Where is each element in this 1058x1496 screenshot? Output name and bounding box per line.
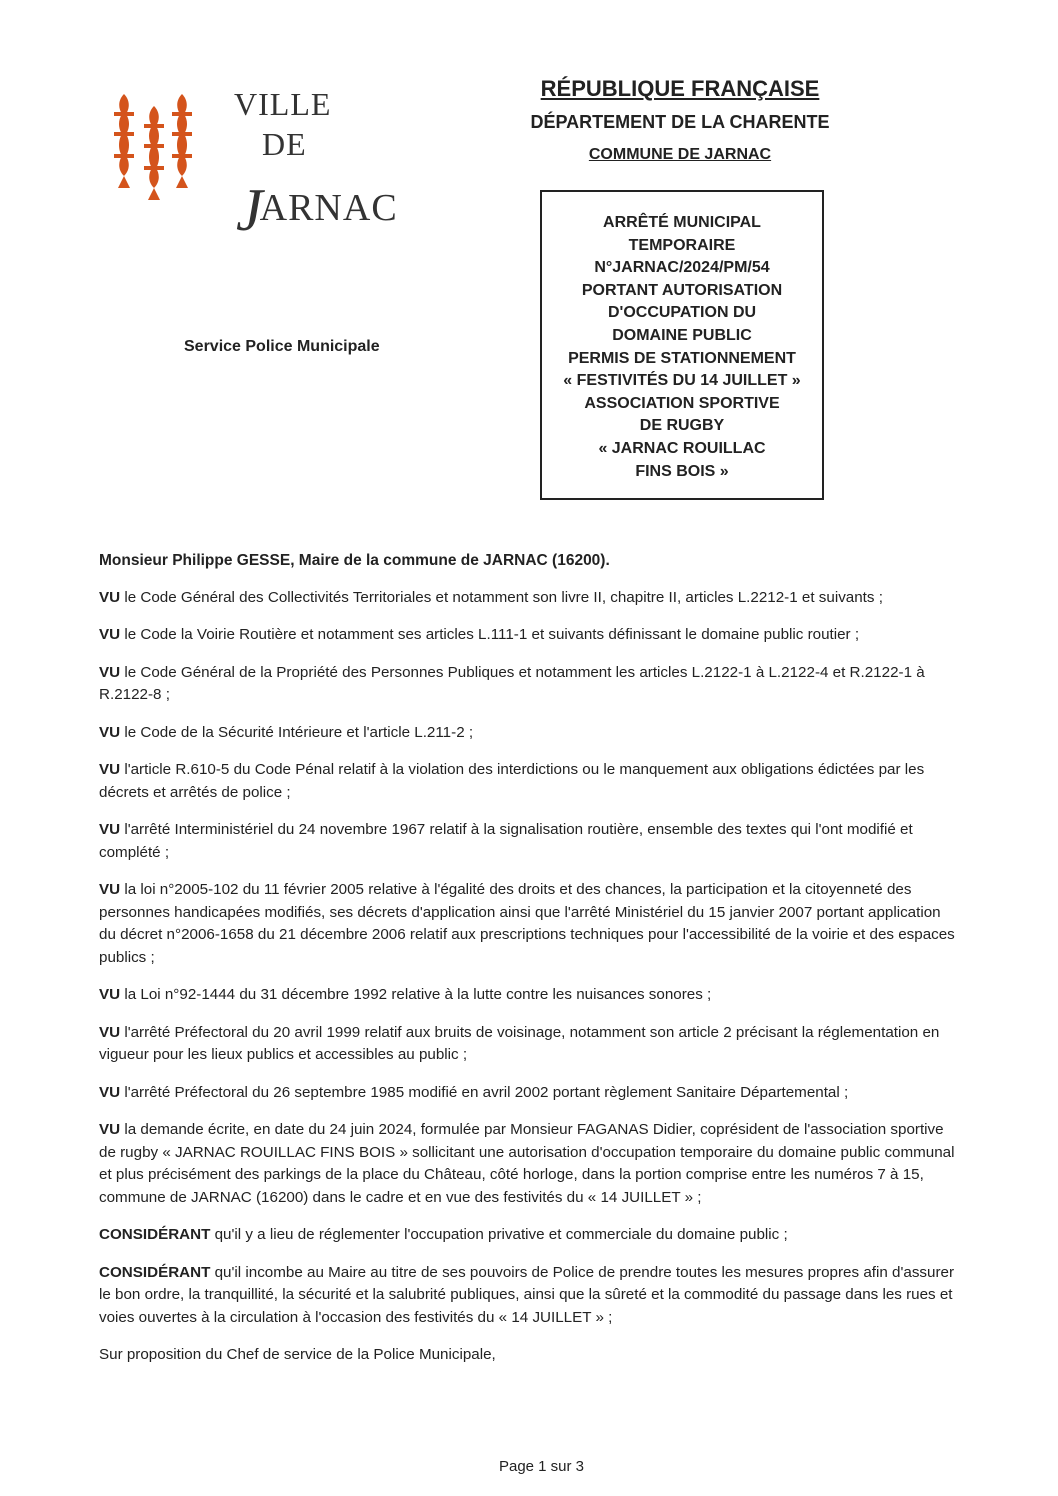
considerant-keyword: CONSIDÉRANT [99,1263,211,1281]
logo-rest-arnac: ARNAC [259,187,398,229]
visa-paragraph [99,624,955,647]
title-line: PORTANT AUTORISATION [581,281,783,299]
logo-line-de: DE [262,126,307,162]
commune-heading: COMMUNE DE JARNAC [588,146,772,163]
considerant-keyword: CONSIDÉRANT [99,1226,211,1243]
visa-text: l'article R.610-5 du Code Pénal relatif à la violation des interdictions ou le manquement aux obligations édictées par les décrets et arrêtés de police ; [99,761,925,801]
visa-keyword: VU [99,881,121,898]
visa-paragraph [99,984,955,1007]
visa-paragraph [99,1119,955,1209]
considerant-text: qu'il y a lieu de réglementer l'occupation privative et commerciale du domaine public ; [210,1226,788,1243]
visa-text: l'arrêté Préfectoral du 26 septembre 1985 modifié en avril 2002 portant règlement Sanitaire Départemental ; [120,1083,849,1101]
visa-text: le Code la Voirie Routière et notamment ses articles L.111-1 et suivants définissant le domaine public routier ; [120,626,860,643]
departement-heading: DÉPARTEMENT DE LA CHARENTE [530,112,830,132]
maire-statement: Monsieur Philippe GESSE, Maire de la commune de JARNAC (16200). [99,552,610,569]
visa-text: l'arrêté Préfectoral du 20 avril 1999 relatif aux bruits de voisinage, notamment son article 2 précisant la réglementation en vigueur pour les lieux publics et accessibles au public ; [99,1023,940,1063]
title-line: « FESTIVITÉS DU 14 JUILLET » [563,372,801,390]
visa-keyword: VU [99,1083,121,1101]
visa-keyword: VU [99,986,121,1003]
visa-text: le Code Général des Collectivités Territoriales et notamment son livre II, chapitre II, articles L.2212-1 et suivants ; [120,588,883,606]
visa-text: la demande écrite, en date du 24 juin 2024, formulée par Monsieur FAGANAS Didier, coprésident de l'association sportive de rugby « JARNAC ROUILLAC FINS BOIS » sollicitant une autorisation d'occupation temporaire du domaine public communal et plus précisément des parkings de la place du Château, côté horloge, dans la portion comprise entre les numéros 7 à 15, commune de JARNAC (16200) dans le cadre et en vue des festivités du « 14 JUILLET » ; [99,1121,955,1206]
visa-paragraph [99,819,955,864]
visa-keyword: VU [99,663,121,681]
visa-text: la loi n°2005-102 du 11 février 2005 relative à l'égalité des droits et des chances, la participation et la citoyenneté des personnes handicapées modifiés, ses décrets d'application ainsi que l'arrêté Ministériel du 15 janvier 2007 portant application du décret n°2006-1658 du 21 décembre 2006 relatif aux prescriptions techniques pour l'accessibilité de la voirie et des espaces publics ; [99,881,955,966]
visa-keyword: VU [99,1023,121,1041]
title-line: DOMAINE PUBLIC [612,326,752,344]
title-line: TEMPORAIRE [628,236,736,254]
visa-keyword: VU [99,723,121,741]
considerant-paragraph [99,1224,955,1247]
title-line: DE RUGBY [639,417,725,435]
visa-keyword: VU [99,588,121,606]
visa-text: l'arrêté Interministériel du 24 novembre 1967 relatif à la signalisation routière, ensemble des textes qui l'ont modifié et complété ; [99,821,913,861]
service-label: Service Police Municipale [184,338,380,355]
considerant-paragraph [99,1262,955,1330]
title-line: PERMIS DE STATIONNEMENT [568,349,796,367]
visa-keyword: VU [99,1121,121,1138]
visa-keyword: VU [99,821,121,838]
arrete-title-box [540,190,824,500]
visa-keyword: VU [99,626,121,643]
proposition-paragraph [99,1344,955,1367]
ville-de-jarnac-logo [108,84,398,243]
visa-text: la Loi n°92-1444 du 31 décembre 1992 relative à la lutte contre les nuisances sonores ; [120,986,712,1003]
visa-paragraph [99,587,955,610]
visa-paragraph [99,722,955,745]
logo-line-ville: VILLE [234,86,332,122]
visa-paragraph [99,759,955,804]
proposition-text: Sur proposition du Chef de service de la Police Municipale, [99,1346,496,1363]
visa-paragraph [99,662,955,707]
title-line: D'OCCUPATION DU [607,304,757,322]
title-line: « JARNAC ROUILLAC [598,439,766,457]
three-fish-emblem-icon [108,84,218,204]
title-line: FINS BOIS » [635,462,729,480]
considerant-text: qu'il incombe au Maire au titre de ses pouvoirs de Police de prendre toutes les mesures propres afin d'assurer le bon ordre, la tranquillité, la sécurité et la salubrité publiques, ainsi que la sûreté et la commodité du passage dans les rues et voies ouvertes à la circulation à l'occasion des festivités du « 14 JUILLET » ; [99,1263,955,1326]
visa-paragraph [99,1082,955,1105]
title-line: N°JARNAC/2024/PM/54 [594,259,770,277]
visa-paragraph [99,1022,955,1067]
title-line: ARRÊTÉ MUNICIPAL [603,214,761,231]
title-line: ASSOCIATION SPORTIVE [584,394,780,412]
logo-line-jarnac [236,166,398,243]
visa-keyword: VU [99,761,121,778]
visa-text: le Code de la Sécurité Intérieure et l'article L.211-2 ; [120,723,474,741]
page-number: Page 1 sur 3 [498,1458,585,1475]
document-body [99,550,955,1382]
logo-initial-j: J [236,177,264,243]
republique-heading: RÉPUBLIQUE FRANÇAISE [540,76,820,101]
visa-text: le Code Général de la Propriété des Personnes Publiques et notamment les articles L.2122-1 à L.2122-4 et R.2122-1 à R.2122-8 ; [99,663,925,703]
visa-paragraph [99,879,955,969]
